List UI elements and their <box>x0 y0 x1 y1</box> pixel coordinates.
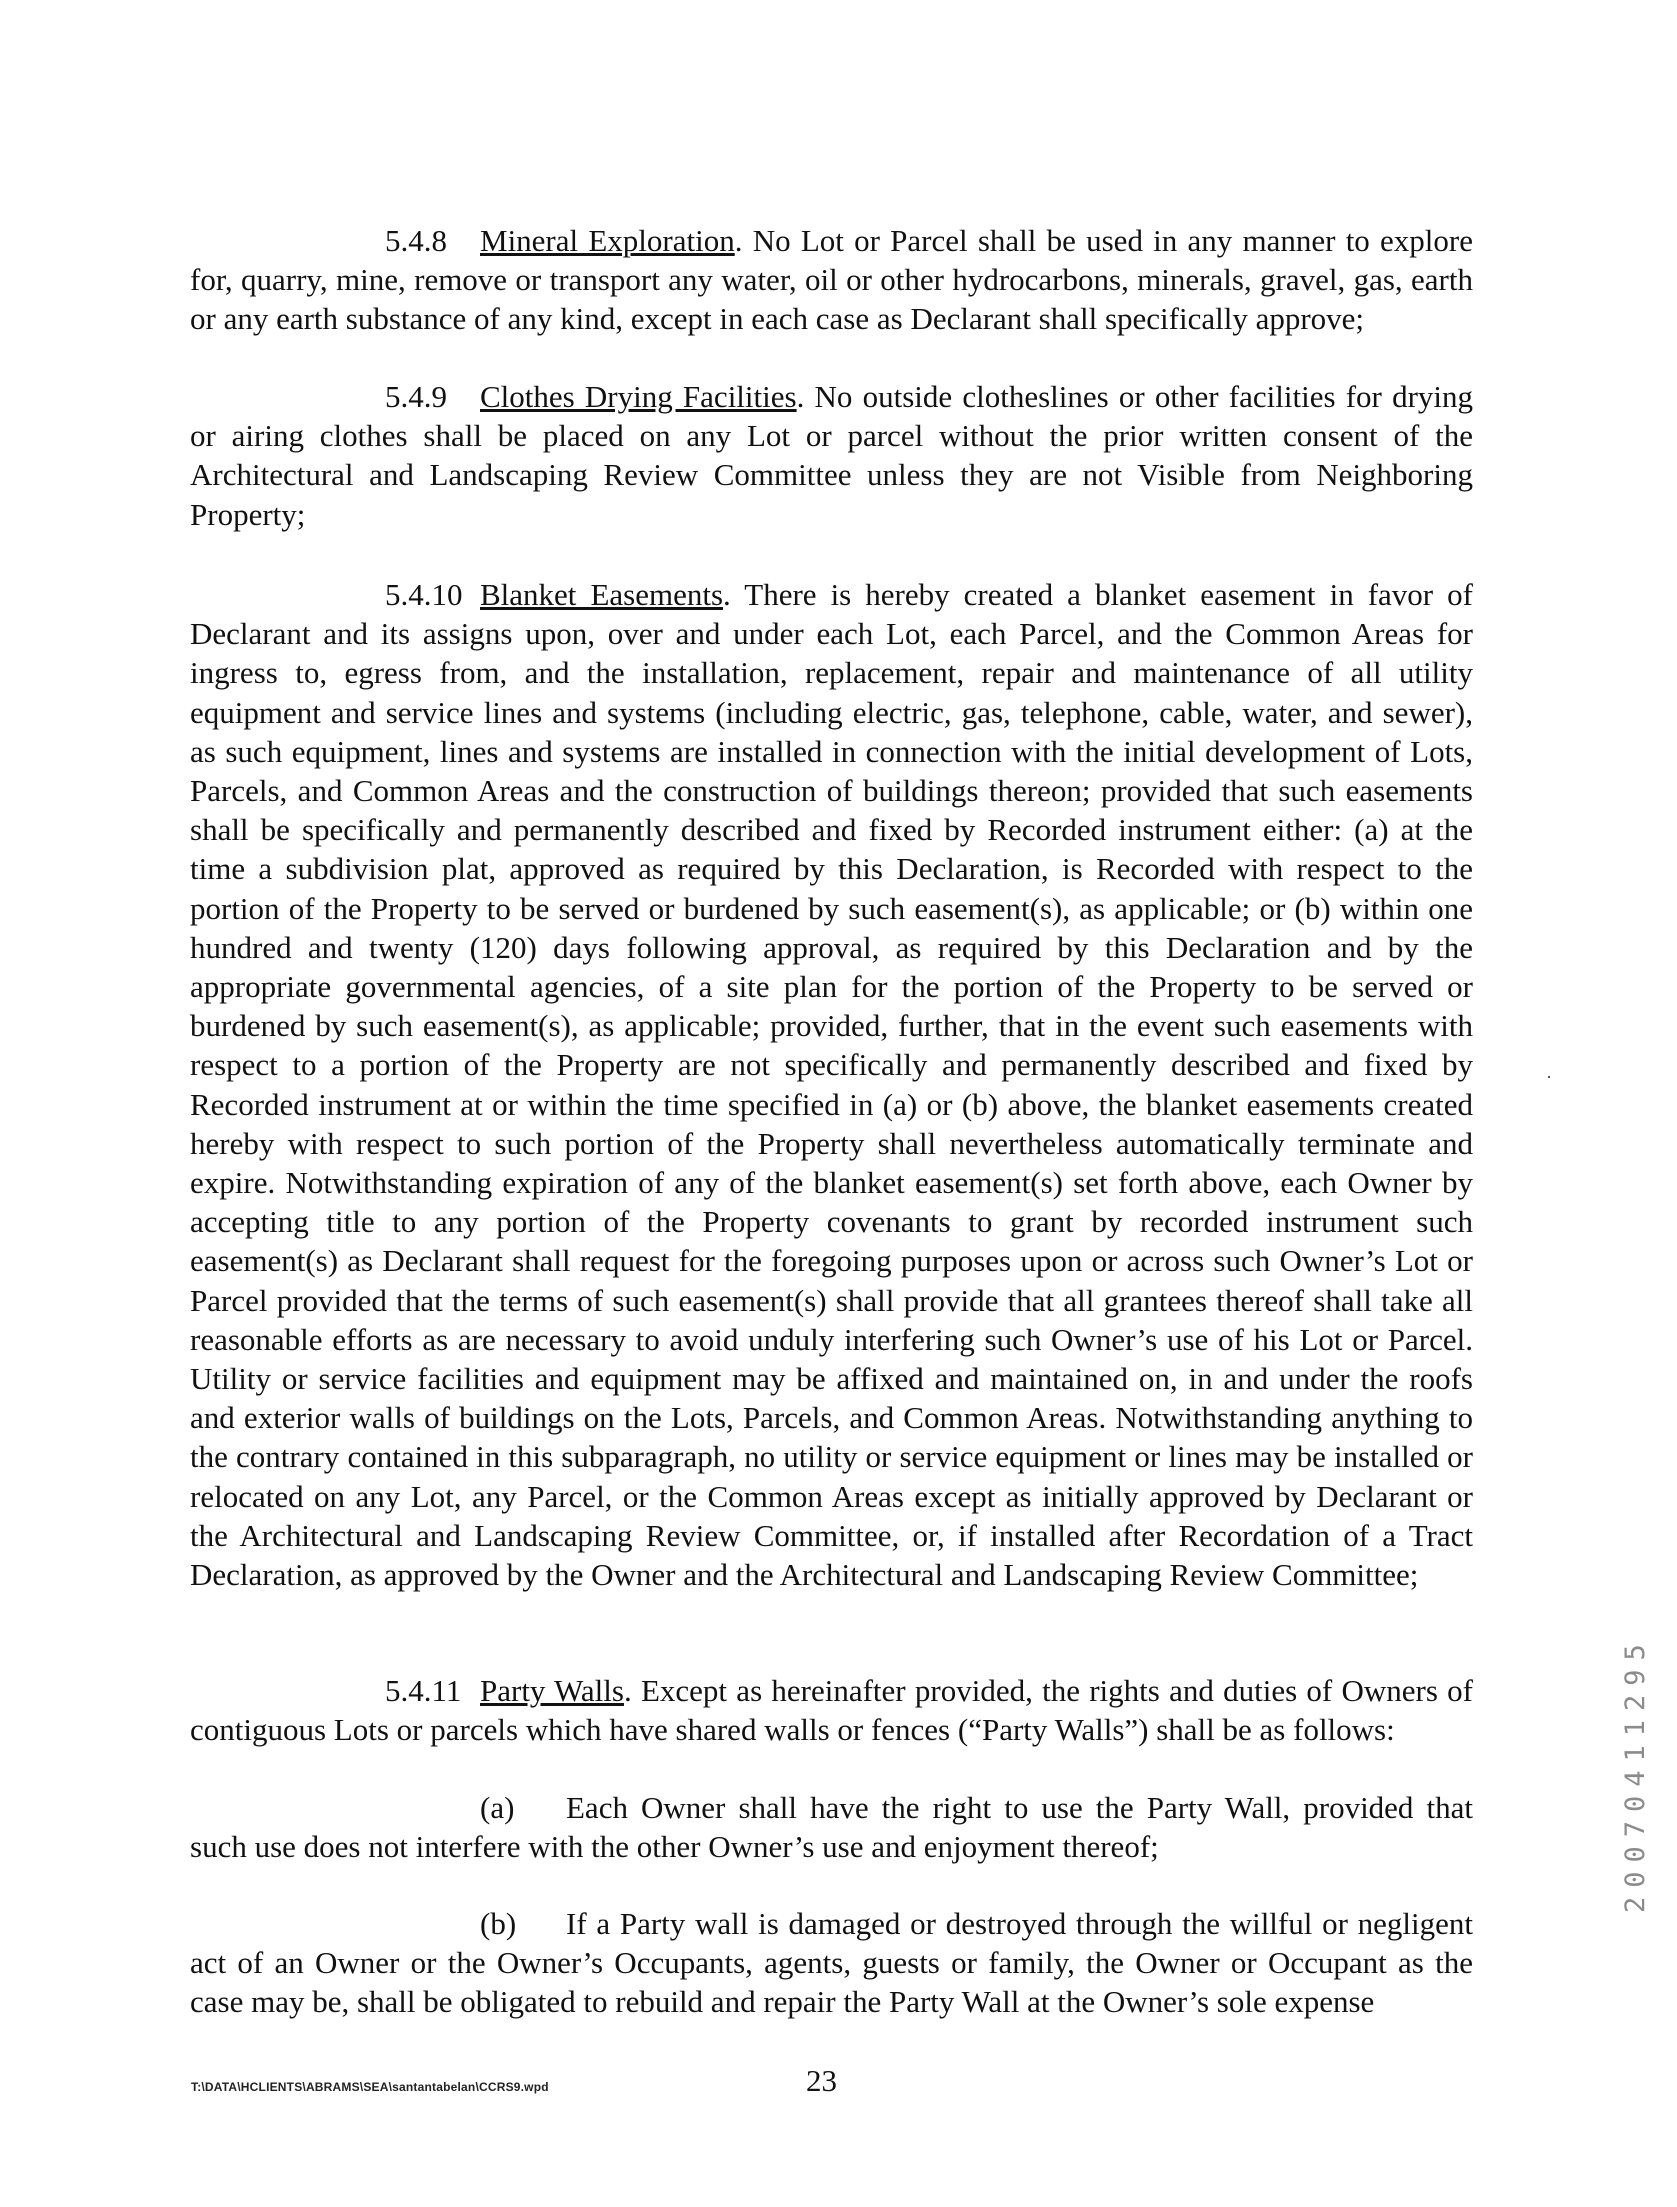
scan-speck <box>1548 1076 1550 1078</box>
subsection-b <box>190 1904 1473 2022</box>
subsection-body: If a Party wall is damaged or destroyed through the willful or negligent act of an Owner or the Owner’s Occupants, agents, guests or family, the Owner or Occupant as the case may be, shall be obligated to rebuild and repair the Party Wall at the Owner’s sole expense <box>190 1906 1473 2020</box>
section-body: . Except as hereinafter provided, the rights and duties of Owners of contiguous Lots or parcels which have shared walls or fences (“Party Walls”) shall be as follows: <box>190 1673 1473 1748</box>
footer-file-path: T:\DATA\HCLIENTS\ABRAMS\SEA\santantabelan\CCRS9.wpd <box>191 2080 549 2094</box>
page-number: 23 <box>806 2063 837 2098</box>
section-5-4-11 <box>190 1671 1473 1749</box>
subsection-body: Each Owner shall have the right to use the Party Wall, provided that such use does not interfere with the other Owner’s use and enjoyment thereof; <box>190 1790 1473 1865</box>
section-number: 5.4.11 <box>385 1673 462 1708</box>
section-5-4-9 <box>190 377 1473 534</box>
section-body: . No outside clotheslines or other facilities for drying or airing clothes shall be placed on any Lot or parcel without the prior written consent of the Architectural and Landscaping Review Committee unless they are not Visible from Neighboring Property; <box>190 379 1474 532</box>
section-number: 5.4.8 <box>385 223 447 258</box>
section-number: 5.4.10 <box>385 577 463 612</box>
section-heading: Clothes Drying Facilities <box>480 379 797 414</box>
subsection-label: (b) <box>480 1906 517 1941</box>
section-heading: Blanket Easements <box>480 577 724 612</box>
section-heading: Mineral Exploration <box>480 223 735 258</box>
recording-number: 20070411295 <box>1620 1635 1651 1913</box>
section-5-4-8 <box>190 221 1473 339</box>
recording-number-stamp <box>1620 1573 1660 1913</box>
section-5-4-10 <box>190 575 1473 1594</box>
subsection-a <box>190 1788 1473 1866</box>
section-number: 5.4.9 <box>385 379 447 414</box>
subsection-label: (a) <box>480 1790 515 1825</box>
section-heading: Party Walls <box>480 1673 624 1708</box>
section-body: . There is hereby created a blanket easement in favor of Declarant and its assigns upon, over and under each Lot, each Parcel, and the Common Areas for ingress to, egress from, and the installation, replacement, repair and maintenance of all utility equipment and service lines and systems (including electric, gas, telephone, cable, water, and sewer), as such equipment, lines and systems are installed in connection with the initial development of Lots, Parcels, and Common Areas and the construction of buildings thereon; provided that such easements shall be specifically and permanently described and fixed by Recorded instrument either: (a) at the time a subdivision plat, approved as required by this Declaration, is Recorded with respect to the portion of the Property to be served or burdened by such easement(s), as applicable; or (b) within one hundred and twenty (120) days following approval, as required by this Declaration and by the appropriate governmental agencies, of a site plan for the portion of the Property to be served or burdened by such easement(s), as applicable; provided, further, that in the event such easements with respect to a portion of the Property are not specifically and permanently described and fixed by Recorded instrument at or within the time specified in (a) or (b) above, the blanket easements created hereby with respect to such portion of the Property shall nevertheless automatically terminate and expire. Notwithstanding expiration of any of the blanket easement(s) set forth above, each Owner by accepting title to any portion of the Property covenants to grant by recorded instrument such easement(s) as Declarant shall request for the foregoing purposes upon or across such Owner’s Lot or Parcel provided that the terms of such easement(s) shall provide that all grantees thereof shall take all reasonable efforts as are necessary to avoid unduly interfering such Owner’s use of his Lot or Parcel. Utility or service facilities and equipment may be affixed and maintained on, in and under the roofs and exterior walls of buildings on the Lots, Parcels, and Common Areas. Notwithstanding anything to the contrary contained in this subparagraph, no utility or service equipment or lines may be installed or relocated on any Lot, any Parcel, or the Common Areas except as initially approved by Declarant or the Architectural and Landscaping Review Committee, or, if installed after Recordation of a Tract Declaration, as approved by the Owner and the Architectural and Landscaping Review Committee; <box>190 577 1473 1593</box>
section-body: . No Lot or Parcel shall be used in any manner to explore for, quarry, mine, remove or transport any water, oil or other hydrocarbons, minerals, gravel, gas, earth or any earth substance of any kind, except in each case as Declarant shall specifically approve; <box>190 223 1473 337</box>
